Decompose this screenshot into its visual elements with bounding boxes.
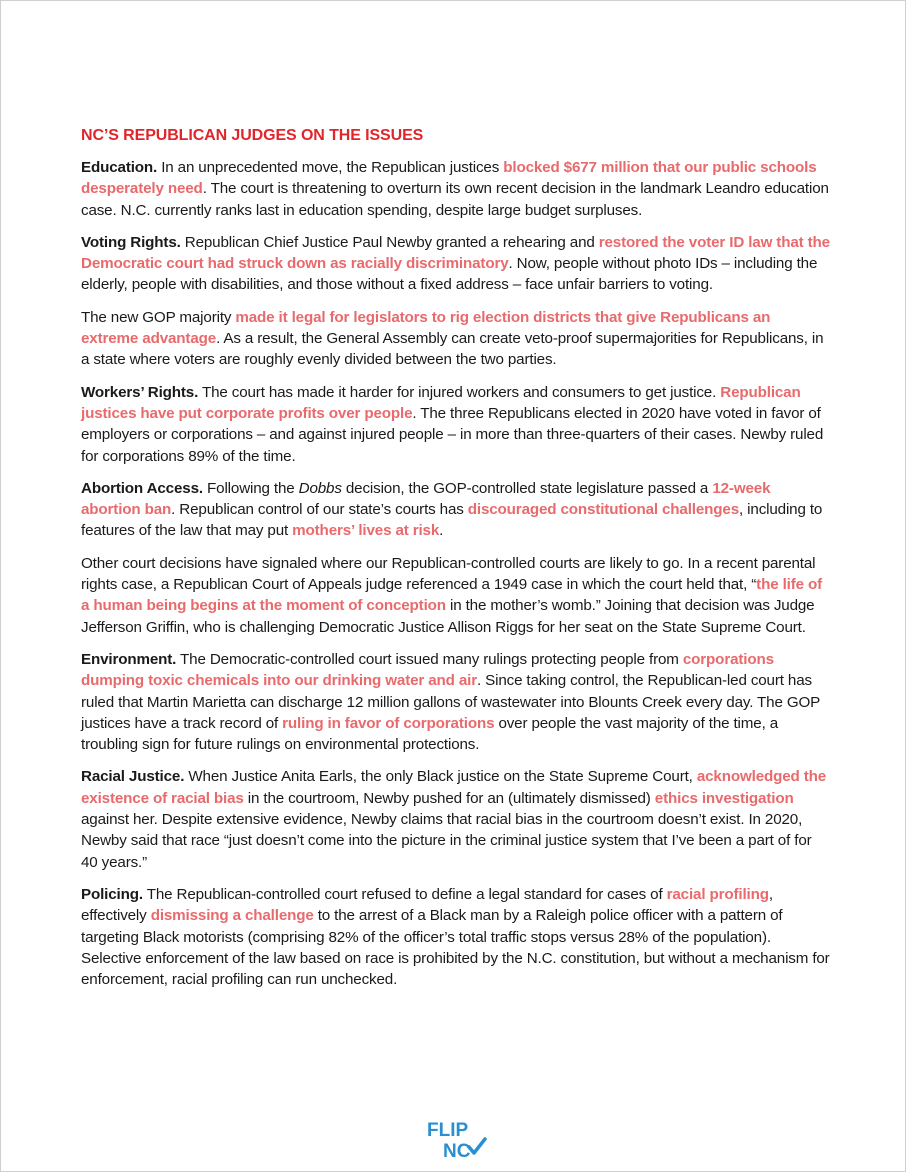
voting-highlight: restored the voter ID law that the Democratic court had struck down as racially discriminatory	[81, 233, 830, 273]
paragraph-education	[81, 157, 831, 221]
environment-text-2: . Since taking control, the Republican-led court has ruled that Martin Marietta can discharge 12 million gallons of wastewater into Blounts Creek every day. The GOP justices have a track record of	[81, 672, 820, 732]
racial-label: Racial Justice.	[81, 768, 185, 786]
gop-highlight: made it legal for legislators to rig election districts that give Republicans an extreme advantage	[81, 308, 771, 348]
abortion-text-2: decision, the GOP-controlled state legislature passed a	[341, 479, 713, 497]
abortion-label: Abortion Access.	[81, 479, 203, 497]
policing-text-1: The Republican-controlled court refused to define a legal standard for cases of	[142, 885, 667, 903]
other-text-2: in the mother’s womb.” Joining that decision was Judge Jefferson Griffin, who is challenging Democratic Justice Allison Riggs for her seat on the State Supreme Court.	[81, 597, 815, 636]
paragraph-abortion-access	[81, 478, 831, 542]
policing-highlight-2: dismissing a challenge	[150, 907, 314, 925]
logo-line-nc: NC	[443, 1141, 471, 1161]
other-highlight: the life of a human being begins at the moment of conception	[81, 576, 823, 615]
logo-line-flip: FLIP	[427, 1120, 469, 1141]
racial-text-3: against her. Despite extensive evidence, Newby claims that racial bias in the courtroom doesn’t exist. In 2020, Newby said that race “just doesn’t come into the picture in the criminal justice system that I’ve been a part of for 40 years.”	[81, 811, 812, 871]
workers-text-2: . The three Republicans elected in 2020 have voted in favor of employers or corporations – and against injured people – in more than three-quarters of their cases. Newby ruled for corporations 89% of the time.	[81, 404, 824, 465]
education-label: Education.	[81, 159, 158, 176]
workers-label: Workers’ Rights.	[81, 383, 199, 401]
policing-label: Policing.	[81, 885, 143, 903]
paragraph-policing	[81, 884, 831, 990]
abortion-highlight-3: mothers’ lives at risk	[292, 522, 440, 540]
voting-text-1: Republican Chief Justice Paul Newby granted a rehearing and	[180, 233, 599, 251]
environment-text-1: The Democratic-controlled court issued many rulings protecting people from	[176, 650, 683, 668]
education-highlight: blocked $677 million that our public schools desperately need	[81, 159, 817, 198]
education-text-2: . The court is threatening to overturn its own recent decision in the landmark Leandro education case. N.C. currently ranks last in education spending, despite large budget surpluses.	[81, 180, 829, 219]
environment-text-3: over people the vast majority of the time, a troubling sign for future rulings on environmental protections.	[81, 714, 779, 754]
checkmark-icon	[469, 1139, 485, 1153]
environment-label: Environment.	[81, 650, 177, 668]
abortion-highlight-2: discouraged constitutional challenges	[467, 501, 740, 519]
paragraph-environment	[81, 649, 831, 755]
voting-text-2: . Now, people without photo IDs – including the elderly, people with disabilities, and those without a fixed address – face unfair barriers to voting.	[81, 255, 818, 294]
abortion-text-1: Following the	[202, 479, 299, 497]
policing-text-3: to the arrest of a Black man by a Raleigh police officer with a pattern of targeting Black motorists (comprising 82% of the officer’s total traffic stops versus 28% of the population). Selective enforcement of the law based on race is prohibited by the N.C. constitution, but without a mechanism for enforcement, racial profiling can run unchecked.	[81, 907, 830, 989]
racial-text-1: When Justice Anita Earls, the only Black justice on the State Supreme Court,	[184, 768, 697, 786]
environment-highlight-1: corporations dumping toxic chemicals into our drinking water and air	[81, 650, 774, 690]
racial-highlight-2: ethics investigation	[654, 789, 794, 807]
abortion-text-3: . Republican control of our state’s courts has	[171, 501, 468, 519]
workers-highlight: Republican justices have put corporate profits over people	[81, 383, 801, 422]
education-text-1: In an unprecedented move, the Republican justices	[157, 159, 504, 176]
abortion-text-4: , including to features of the law that may put	[81, 501, 823, 540]
racial-highlight-1: acknowledged the existence of racial bias	[81, 768, 827, 807]
policing-highlight-1: racial profiling	[666, 885, 769, 903]
abortion-text-5: .	[439, 522, 444, 540]
other-text-1: Other court decisions have signaled where our Republican-controlled courts are likely to go. In a recent parental rights case, a Republican Court of Appeals judge referenced a 1949 case in which the court held that, “	[81, 554, 816, 594]
racial-text-2: in the courtroom, Newby pushed for an (ultimately dismissed)	[243, 789, 655, 807]
gop-text-2: . As a result, the General Assembly can create veto-proof supermajorities for Republicans, in a state where voters are roughly evenly divided between the two parties.	[81, 330, 824, 369]
gop-text-1: The new GOP majority	[81, 308, 236, 326]
paragraph-other-decisions	[81, 553, 831, 638]
paragraph-voting-rights	[81, 232, 831, 296]
voting-label: Voting Rights.	[81, 233, 181, 251]
paragraph-gop-majority	[81, 307, 831, 371]
paragraph-workers-rights	[81, 382, 831, 467]
paragraph-racial-justice	[81, 766, 831, 872]
flip-nc-logo	[425, 1117, 487, 1161]
abortion-dobbs: Dobbs	[298, 479, 342, 497]
abortion-highlight-1: 12-week abortion ban	[81, 479, 771, 519]
document-body	[81, 127, 831, 1001]
page-heading: NC’S REPUBLICAN JUDGES ON THE ISSUES	[81, 127, 424, 144]
policing-text-2: , effectively	[81, 885, 773, 925]
workers-text-1: The court has made it harder for injured workers and consumers to get justice.	[198, 383, 721, 401]
environment-highlight-2: ruling in favor of corporations	[282, 714, 495, 732]
